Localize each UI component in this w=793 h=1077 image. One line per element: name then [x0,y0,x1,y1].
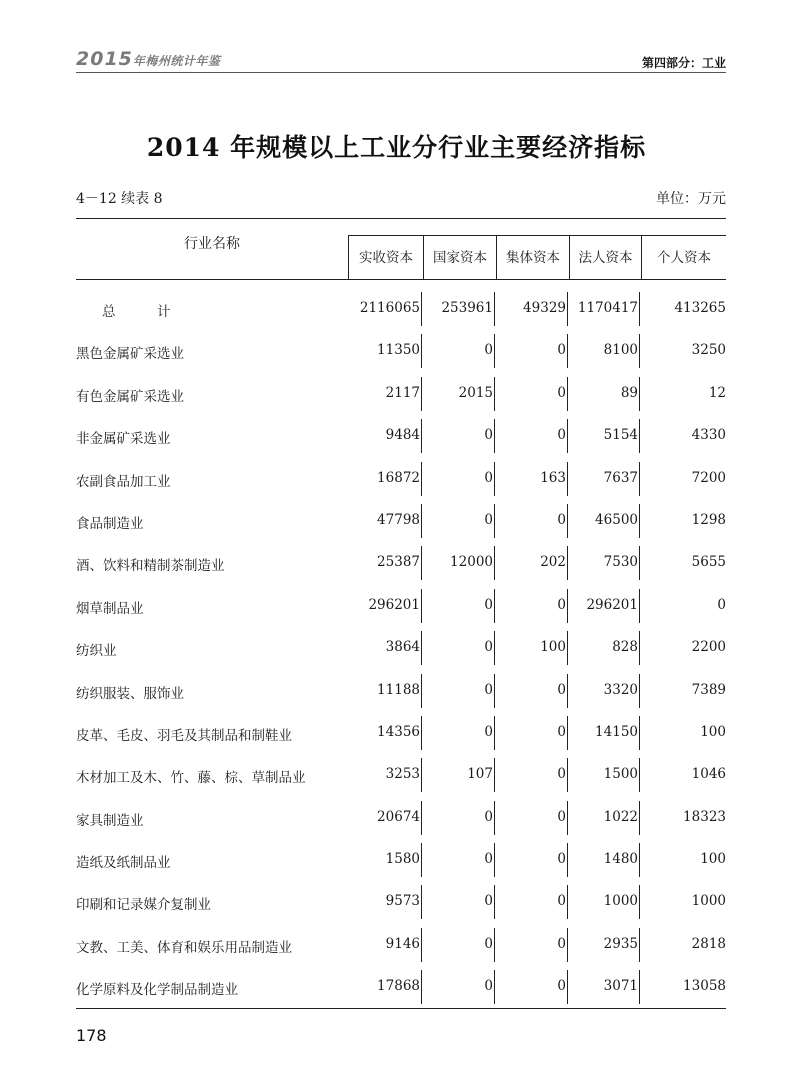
table-row [76,541,726,583]
table-cell: 7389 [691,681,726,698]
column-rule [567,546,568,580]
industry-name: 木材加工及木、竹、藤、棕、草制品业 [76,770,306,787]
table-row [76,457,726,499]
table-cell: 0 [557,596,566,613]
table-body [76,287,726,1008]
column-rule [421,334,422,368]
table-row [76,923,726,965]
industry-name: 家具制造业 [76,812,144,829]
column-rule [639,419,640,453]
column-header-state-capital: 国家资本 [423,235,496,279]
table-cell: 0 [557,935,566,952]
table-cell: 3250 [691,342,726,359]
table-cell: 17868 [377,978,420,995]
column-rule [567,292,568,326]
column-rule [567,758,568,792]
industry-name: 纺织服装、服饰业 [76,685,184,702]
table-cell: 2935 [603,935,638,952]
table-cell: 46500 [595,511,638,528]
column-rule [421,843,422,877]
table-cell: 0 [484,808,493,825]
column-rule [494,674,495,708]
column-rule [421,758,422,792]
table-cell: 0 [484,596,493,613]
column-header-industry: 行业名称 [184,236,240,252]
table-row [76,796,726,838]
column-rule [639,546,640,580]
column-rule [494,716,495,750]
table-cell: 107 [467,766,493,783]
table-cell: 3320 [603,681,638,698]
column-rule [567,631,568,665]
table-cell: 1480 [603,851,638,868]
header-year: 2015 [76,48,133,70]
table-cell: 13058 [683,978,726,995]
table-cell: 9484 [385,427,420,444]
table-cell: 0 [557,511,566,528]
column-rule [421,970,422,1004]
column-header-collective-capital: 集体资本 [496,235,569,279]
table-row [76,880,726,922]
table-cell: 14150 [595,723,638,740]
column-rule [494,504,495,538]
column-rule [567,589,568,623]
table-cell: 100 [700,723,726,740]
table-cell: 0 [484,681,493,698]
column-rule [639,462,640,496]
column-rule [421,716,422,750]
table-cell: 0 [557,723,566,740]
column-rule [494,758,495,792]
table-row [76,372,726,414]
column-rule [567,674,568,708]
table-cell: 100 [540,639,566,656]
column-rule [567,716,568,750]
column-rule [567,419,568,453]
table-cell: 9573 [385,893,420,910]
table-cell: 0 [557,851,566,868]
table-cell: 0 [484,935,493,952]
table-cell: 3864 [385,639,420,656]
table-cell: 49329 [523,300,566,316]
table-row [76,711,726,753]
table-cell: 0 [484,342,493,359]
column-rule [639,716,640,750]
table-cell: 11350 [377,342,420,359]
table-cell: 2200 [691,639,726,656]
table-cell: 296201 [368,596,420,613]
column-header-individual-capital: 个人资本 [641,235,726,279]
table-cell: 0 [557,766,566,783]
table-cell: 0 [717,596,726,613]
column-rule [494,928,495,962]
table-cell: 202 [540,554,566,571]
table-cell: 0 [557,342,566,359]
table-cell: 12 [708,384,726,401]
table-cell: 12000 [450,554,493,571]
column-rule [494,462,495,496]
table-cell: 0 [484,511,493,528]
table-cell: 1000 [691,893,726,910]
table-row [76,838,726,880]
column-rule [494,801,495,835]
table-cell: 1580 [385,851,420,868]
column-rule [639,334,640,368]
table-cell: 2116065 [359,300,420,316]
table-cell: 1500 [603,766,638,783]
column-rule [421,462,422,496]
page-number: 178 [76,1026,107,1045]
table-cell: 296201 [586,596,638,613]
table-cell: 18323 [683,808,726,825]
table-cell: 2117 [385,384,420,401]
table-cell: 0 [557,427,566,444]
unit-label: 单位：万元 [656,191,726,207]
column-rule [421,801,422,835]
column-rule [421,292,422,326]
table-cell: 0 [484,427,493,444]
table-cell: 25387 [377,554,420,571]
column-rule [421,419,422,453]
table-cell: 1022 [603,808,638,825]
table-cell: 0 [557,978,566,995]
column-rule [494,419,495,453]
table-row [76,965,726,1007]
column-rule [494,334,495,368]
table-cell: 0 [484,851,493,868]
table-cell: 0 [557,384,566,401]
table-cell: 0 [557,808,566,825]
table-cell: 7530 [603,554,638,571]
table-cell: 8100 [603,342,638,359]
table-cell: 413265 [674,300,726,316]
industry-name: 印刷和记录媒介复制业 [76,897,211,914]
column-rule [567,377,568,411]
industry-name: 造纸及纸制品业 [76,855,171,872]
table-cell: 5154 [603,427,638,444]
column-header-legal-person-capital: 法人资本 [569,235,641,279]
column-rule [567,801,568,835]
column-rule [567,334,568,368]
table-cell: 1046 [691,766,726,783]
column-rule [494,631,495,665]
industry-name: 食品制造业 [76,515,144,532]
table-cell: 1000 [603,893,638,910]
table-cell: 9146 [385,935,420,952]
column-rule [421,885,422,919]
table-cell: 14356 [377,723,420,740]
table-cell: 0 [484,469,493,486]
column-rule [421,546,422,580]
table-row [76,626,726,668]
column-rule [567,928,568,962]
column-rule [567,885,568,919]
column-rule [639,674,640,708]
industry-name: 烟草制品业 [76,600,144,617]
table-bottom-rule [76,1008,726,1009]
yearbook-logo [76,48,220,70]
running-header [76,46,726,73]
column-rule [421,674,422,708]
column-rule [639,843,640,877]
column-rule [421,928,422,962]
table-row [76,499,726,541]
table-cell: 7637 [603,469,638,486]
table-cell: 828 [612,639,638,656]
industry-name: 农副食品加工业 [76,473,171,490]
table-cell: 7200 [691,469,726,486]
column-rule [639,292,640,326]
data-table [76,218,726,1009]
industry-name: 文教、工美、体育和娱乐用品制造业 [76,939,292,956]
table-cell: 20674 [377,808,420,825]
table-cell: 47798 [377,511,420,528]
column-rule [421,589,422,623]
table-cell: 0 [484,893,493,910]
column-rule [567,462,568,496]
column-rule [494,970,495,1004]
industry-name: 黑色金属矿采选业 [76,346,184,363]
column-rule [494,589,495,623]
table-cell: 0 [557,681,566,698]
industry-name: 化学原料及化学制品制造业 [76,982,238,999]
table-cell: 0 [557,893,566,910]
column-rule [639,589,640,623]
column-rule [421,631,422,665]
column-rule [567,843,568,877]
table-cell: 163 [540,469,566,486]
column-rule [494,377,495,411]
table-row [76,584,726,626]
column-rule [567,504,568,538]
table-cell: 3253 [385,766,420,783]
table-header [76,219,726,280]
column-rule [639,970,640,1004]
table-cell: 100 [700,851,726,868]
industry-name: 皮革、毛皮、羽毛及其制品和制鞋业 [76,727,292,744]
industry-name: 有色金属矿采选业 [76,388,184,405]
column-rule [639,801,640,835]
table-cell: 0 [484,723,493,740]
industry-name: 酒、饮料和精制茶制造业 [76,558,225,575]
column-rule [494,292,495,326]
table-cell: 1298 [691,511,726,528]
header-book-title: 年梅州统计年鉴 [132,54,221,68]
column-rule [639,758,640,792]
table-cell: 0 [484,978,493,995]
table-cell: 253961 [441,300,493,316]
table-cell: 1170417 [577,300,638,316]
header-section: 第四部分：工业 [641,56,726,70]
table-cell: 11188 [377,681,420,698]
column-rule [494,885,495,919]
industry-name: 非金属矿采选业 [76,431,171,448]
column-rule [639,631,640,665]
table-cell: 0 [484,639,493,656]
table-cell: 5655 [691,554,726,571]
table-code: 4－12 续表 8 [76,191,163,207]
table-row [76,414,726,456]
page-title: 2014 年规模以上工业分行业主要经济指标 [146,133,647,162]
table-cell: 3071 [603,978,638,995]
column-rule [639,504,640,538]
industry-name: 纺织业 [76,643,117,660]
table-row [76,753,726,795]
column-rule [567,970,568,1004]
table-row [76,669,726,711]
column-rule [421,504,422,538]
table-cell: 89 [620,384,638,401]
table-row [76,287,726,329]
column-rule [421,377,422,411]
column-rule [639,928,640,962]
table-cell: 4330 [691,427,726,444]
column-rule [639,885,640,919]
table-row [76,329,726,371]
column-rule [494,546,495,580]
industry-name: 总 计 [102,304,185,320]
column-rule [494,843,495,877]
column-header-paid-in-capital: 实收资本 [348,235,423,279]
column-rule [639,377,640,411]
table-cell: 16872 [377,469,420,486]
table-cell: 2015 [458,384,493,401]
table-cell: 2818 [691,935,726,952]
